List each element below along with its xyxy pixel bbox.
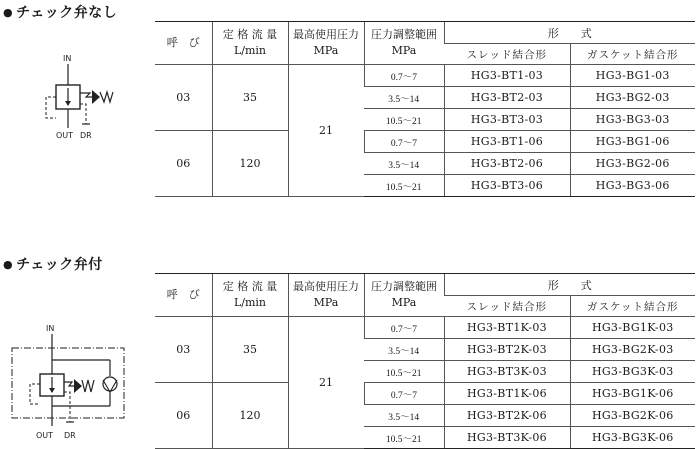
table-row	[155, 131, 695, 153]
col-header-gasket-type: ガスケット結合形	[570, 44, 695, 65]
col-header-sled-type: スレッド結合形	[444, 44, 570, 65]
sled-model-cell: HG3-BT3K-03	[444, 361, 570, 383]
sled-model-cell: HG3-BT3-06	[444, 175, 570, 197]
max-pressure-cell: 21	[288, 317, 364, 449]
gasket-model-cell: HG3-BG3-03	[570, 109, 695, 131]
gasket-model-cell: HG3-BG1-06	[570, 131, 695, 153]
range-cell: 10.5〜21	[364, 427, 444, 449]
symbol-out-label: OUT	[56, 131, 74, 140]
section-with-check-valve	[0, 252, 700, 447]
col-header-size: 呼 び	[155, 274, 212, 317]
spec-table-with-check-valve	[155, 273, 695, 449]
flow-cell: 120	[212, 383, 288, 449]
col-header-size: 呼 び	[155, 22, 212, 65]
flow-cell: 35	[212, 65, 288, 131]
sled-model-cell: HG3-BT2K-03	[444, 339, 570, 361]
gasket-model-cell: HG3-BG1K-06	[570, 383, 695, 405]
range-cell: 3.5〜14	[364, 405, 444, 427]
table-row	[155, 383, 695, 405]
col-header-adjust-range: 圧力調整範囲 MPa	[364, 22, 444, 65]
bullet-icon: ●	[3, 6, 14, 19]
sled-model-cell: HG3-BT1-06	[444, 131, 570, 153]
flow-cell: 35	[212, 317, 288, 383]
gasket-model-cell: HG3-BG1-03	[570, 65, 695, 87]
sled-model-cell: HG3-BT2K-06	[444, 405, 570, 427]
col-header-rated-flow: 定 格 流 量 L/min	[212, 274, 288, 317]
symbol-dr-label: DR	[80, 131, 92, 140]
sled-model-cell: HG3-BT1K-06	[444, 383, 570, 405]
size-cell: 03	[155, 317, 212, 383]
col-header-rated-flow: 定 格 流 量 L/min	[212, 22, 288, 65]
range-cell: 0.7〜7	[364, 317, 444, 339]
symbol-dr-label: DR	[64, 431, 76, 440]
col-header-max-pressure: 最高使用圧力 MPa	[288, 22, 364, 65]
range-cell: 10.5〜21	[364, 109, 444, 131]
col-header-adjust-range: 圧力調整範囲 MPa	[364, 274, 444, 317]
col-header-model-type: 形 式	[444, 274, 695, 296]
section-heading	[3, 254, 103, 274]
table-row	[155, 317, 695, 339]
gasket-model-cell: HG3-BG3-06	[570, 175, 695, 197]
sled-model-cell: HG3-BT3K-06	[444, 427, 570, 449]
range-cell: 3.5〜14	[364, 339, 444, 361]
section-title: チェック弁なし	[16, 5, 118, 21]
sled-model-cell: HG3-BT1-03	[444, 65, 570, 87]
size-cell: 06	[155, 383, 212, 449]
gasket-model-cell: HG3-BG2K-03	[570, 339, 695, 361]
section-title: チェック弁付	[16, 257, 103, 273]
size-cell: 06	[155, 131, 212, 197]
table-row	[155, 65, 695, 87]
spec-table-without-check-valve	[155, 21, 695, 197]
bullet-icon: ●	[3, 258, 14, 271]
col-header-model-type: 形 式	[444, 22, 695, 44]
max-pressure-cell: 21	[288, 65, 364, 197]
range-cell: 0.7〜7	[364, 131, 444, 153]
col-header-gasket-type: ガスケット結合形	[570, 296, 695, 317]
section-without-check-valve	[0, 0, 700, 195]
sled-model-cell: HG3-BT3-03	[444, 109, 570, 131]
range-cell: 10.5〜21	[364, 361, 444, 383]
range-cell: 3.5〜14	[364, 153, 444, 175]
flow-cell: 120	[212, 131, 288, 197]
range-cell: 3.5〜14	[364, 87, 444, 109]
symbol-out-label: OUT	[36, 431, 54, 440]
gasket-model-cell: HG3-BG2K-06	[570, 405, 695, 427]
sled-model-cell: HG3-BT2-03	[444, 87, 570, 109]
sled-model-cell: HG3-BT2-06	[444, 153, 570, 175]
hydraulic-symbol-relief-valve-icon	[8, 52, 118, 142]
range-cell: 0.7〜7	[364, 65, 444, 87]
col-header-sled-type: スレッド結合形	[444, 296, 570, 317]
hydraulic-symbol-relief-check-valve-icon	[6, 308, 134, 440]
gasket-model-cell: HG3-BG3K-03	[570, 361, 695, 383]
size-cell: 03	[155, 65, 212, 131]
gasket-model-cell: HG3-BG2-06	[570, 153, 695, 175]
gasket-model-cell: HG3-BG3K-06	[570, 427, 695, 449]
symbol-in-label: IN	[63, 54, 72, 63]
col-header-max-pressure: 最高使用圧力 MPa	[288, 274, 364, 317]
sled-model-cell: HG3-BT1K-03	[444, 317, 570, 339]
range-cell: 10.5〜21	[364, 175, 444, 197]
symbol-in-label: IN	[46, 324, 55, 333]
gasket-model-cell: HG3-BG1K-03	[570, 317, 695, 339]
range-cell: 0.7〜7	[364, 383, 444, 405]
section-heading	[3, 2, 117, 22]
gasket-model-cell: HG3-BG2-03	[570, 87, 695, 109]
